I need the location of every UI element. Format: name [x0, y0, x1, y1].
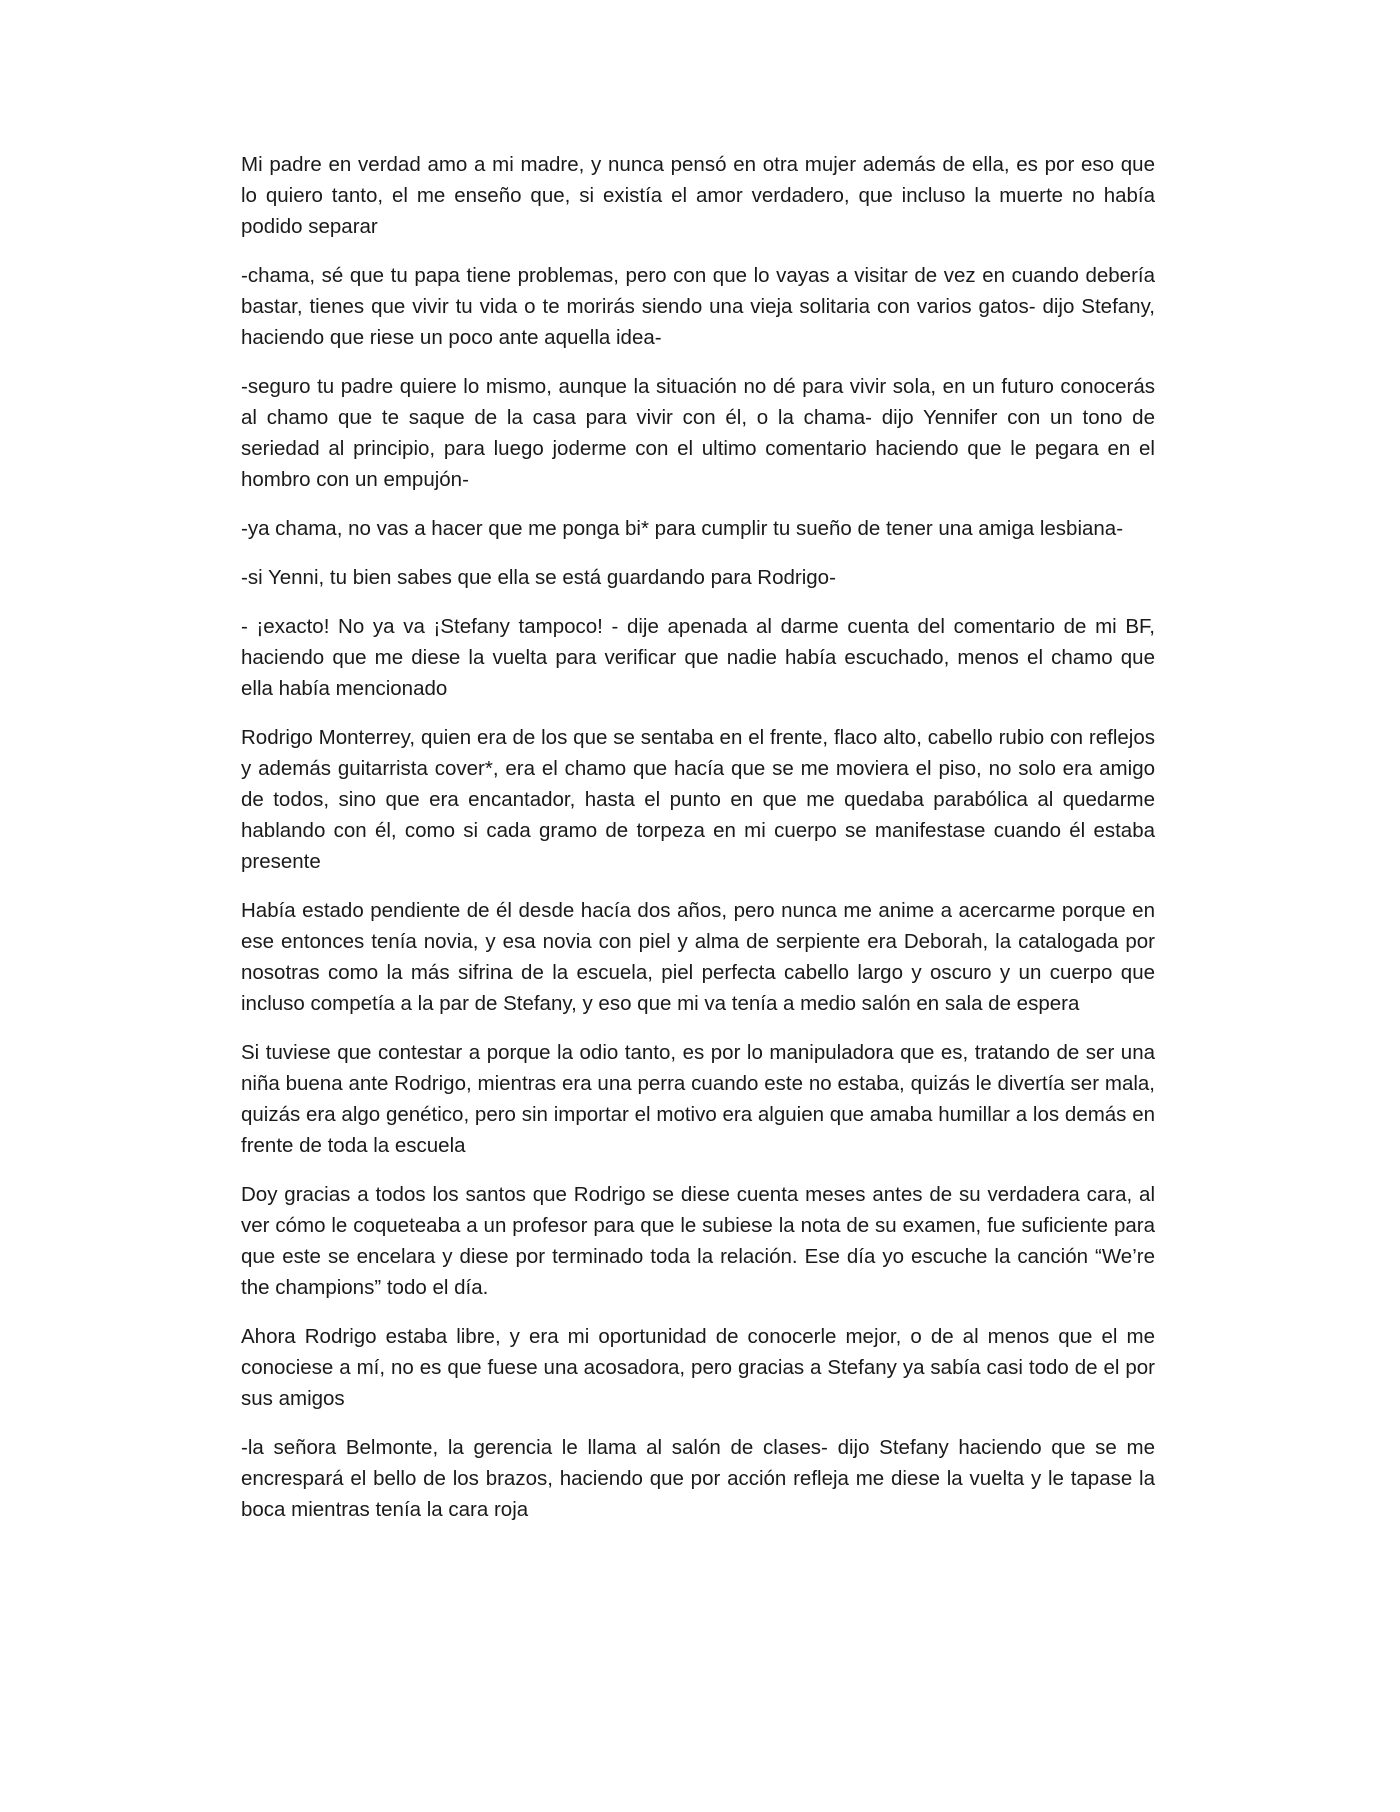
paragraph: Ahora Rodrigo estaba libre, y era mi oportunidad de conocerle mejor, o de al menos que el me conociese a mí, no es que fuese una acosadora, pero gracias a Stefany ya sabía casi todo de el por sus amigos: [241, 1325, 1155, 1410]
paragraph: -si Yenni, tu bien sabes que ella se está guardando para Rodrigo-: [241, 566, 836, 589]
paragraph: -seguro tu padre quiere lo mismo, aunque la situación no dé para vivir sola, en un futuro conocerás al chamo que te saque de la casa para vivir con él, o la chama- dijo Yennifer con un tono de seriedad al principio, para luego joderme con el ultimo comentario haciendo que le pegara en el hombro con un empujón-: [241, 375, 1155, 491]
paragraph: Mi padre en verdad amo a mi madre, y nunca pensó en otra mujer además de ella, es por eso que lo quiero tanto, el me enseño que, si existía el amor verdadero, que incluso la muerte no había podido separar: [241, 153, 1155, 238]
document-body: [241, 149, 1155, 1543]
paragraph: -la señora Belmonte, la gerencia le llama al salón de clases- dijo Stefany haciendo que se me encrespará el bello de los brazos, haciendo que por acción refleja me diese la vuelta y le tapase la boca mientras tenía la cara roja: [241, 1436, 1155, 1521]
paragraph: Rodrigo Monterrey, quien era de los que se sentaba en el frente, flaco alto, cabello rubio con reflejos y además guitarrista cover*, era el chamo que hacía que se me moviera el piso, no solo era amigo de todos, sino que era encantador, hasta el punto en que me quedaba parabólica al quedarme hablando con él, como si cada gramo de torpeza en mi cuerpo se manifestase cuando él estaba presente: [241, 726, 1155, 873]
paragraph: -ya chama, no vas a hacer que me ponga bi* para cumplir tu sueño de tener una amiga lesbiana-: [241, 517, 1124, 540]
paragraph: - ¡exacto! No ya va ¡Stefany tampoco! - dije apenada al darme cuenta del comentario de mi BF, haciendo que me diese la vuelta para verificar que nadie había escuchado, menos el chamo que ella había mencionado: [241, 615, 1155, 700]
paragraph: Había estado pendiente de él desde hacía dos años, pero nunca me anime a acercarme porque en ese entonces tenía novia, y esa novia con piel y alma de serpiente era Deborah, la catalogada por nosotras como la más sifrina de la escuela, piel perfecta cabello largo y oscuro y un cuerpo que incluso competía a la par de Stefany, y eso que mi va tenía a medio salón en sala de espera: [241, 899, 1155, 1015]
paragraph: Doy gracias a todos los santos que Rodrigo se diese cuenta meses antes de su verdadera cara, al ver cómo le coqueteaba a un profesor para que le subiese la nota de su examen, fue suficiente para que este se encelara y diese por terminado toda la relación. Ese día yo escuche la canción “We’re the champions” todo el día.: [241, 1183, 1155, 1299]
paragraph: -chama, sé que tu papa tiene problemas, pero con que lo vayas a visitar de vez en cuando debería bastar, tienes que vivir tu vida o te morirás siendo una vieja solitaria con varios gatos- dijo Stefany, haciendo que riese un poco ante aquella idea-: [241, 264, 1155, 349]
paragraph: Si tuviese que contestar a porque la odio tanto, es por lo manipuladora que es, tratando de ser una niña buena ante Rodrigo, mientras era una perra cuando este no estaba, quizás le divertía ser mala, quizás era algo genético, pero sin importar el motivo era alguien que amaba humillar a los demás en frente de toda la escuela: [241, 1041, 1155, 1157]
